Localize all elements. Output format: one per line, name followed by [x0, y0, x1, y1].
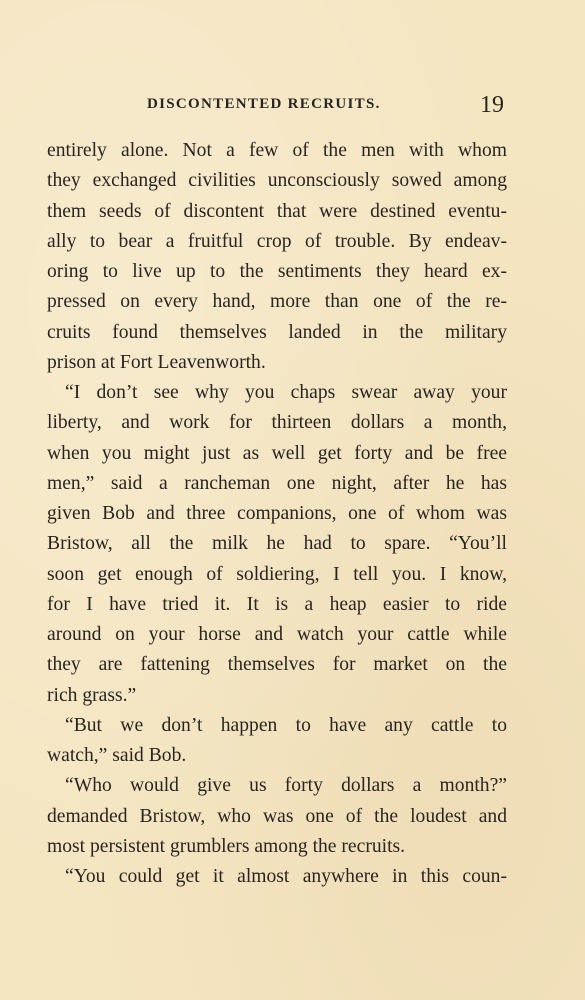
text-line: them seeds of discontent that were destined eventu- [47, 200, 507, 222]
text-line: entirely alone. Not a few of the men with whom [47, 140, 507, 161]
running-head [0, 92, 585, 118]
text-line: liberty, and work for thirteen dollars a month, [47, 412, 507, 434]
page-number: 19 [480, 92, 504, 118]
text-line: pressed on every hand, more than one of the re- [47, 291, 507, 313]
text-line: given Bob and three companions, one of whom was [47, 503, 507, 524]
running-title: DISCONTENTED RECRUITS. [147, 96, 381, 112]
text-line: “Who would give us forty dollars a month?” [65, 775, 507, 797]
text-line: when you might just as well get forty and be free [47, 442, 507, 464]
text-line: “I don’t see why you chaps swear away your [65, 382, 507, 403]
text-line: “You could get it almost anywhere in this coun- [65, 866, 507, 887]
text-line: they exchanged civilities unconsciously sowed among [47, 170, 507, 192]
text-line: for I have tried it. It is a heap easier to ride [47, 593, 507, 615]
text-line: ally to bear a fruitful crop of trouble. By endeav- [47, 230, 507, 252]
text-line: men,” said a rancheman one night, after he has [47, 472, 507, 494]
text-line: prison at Fort Leavenworth. [47, 351, 266, 373]
text-line: Bristow, all the milk he had to spare. “You’ll [47, 533, 507, 555]
text-line: rich grass.” [47, 684, 137, 706]
text-line: watch,” said Bob. [47, 745, 187, 766]
text-line: oring to live up to the sentiments they heard ex- [47, 261, 507, 282]
text-line: cruits found themselves landed in the military [47, 321, 507, 343]
text-line: “But we don’t happen to have any cattle to [65, 714, 507, 736]
text-line: they are fattening themselves for market on the [47, 654, 507, 676]
text-line: around on your horse and watch your cattle while [47, 624, 507, 645]
text-line: most persistent grumblers among the recruits. [47, 835, 406, 857]
text-line: demanded Bristow, who was one of the loudest and [47, 805, 507, 827]
text-line: soon get enough of soldiering, I tell you. I know, [47, 563, 507, 585]
body-text [47, 136, 507, 892]
